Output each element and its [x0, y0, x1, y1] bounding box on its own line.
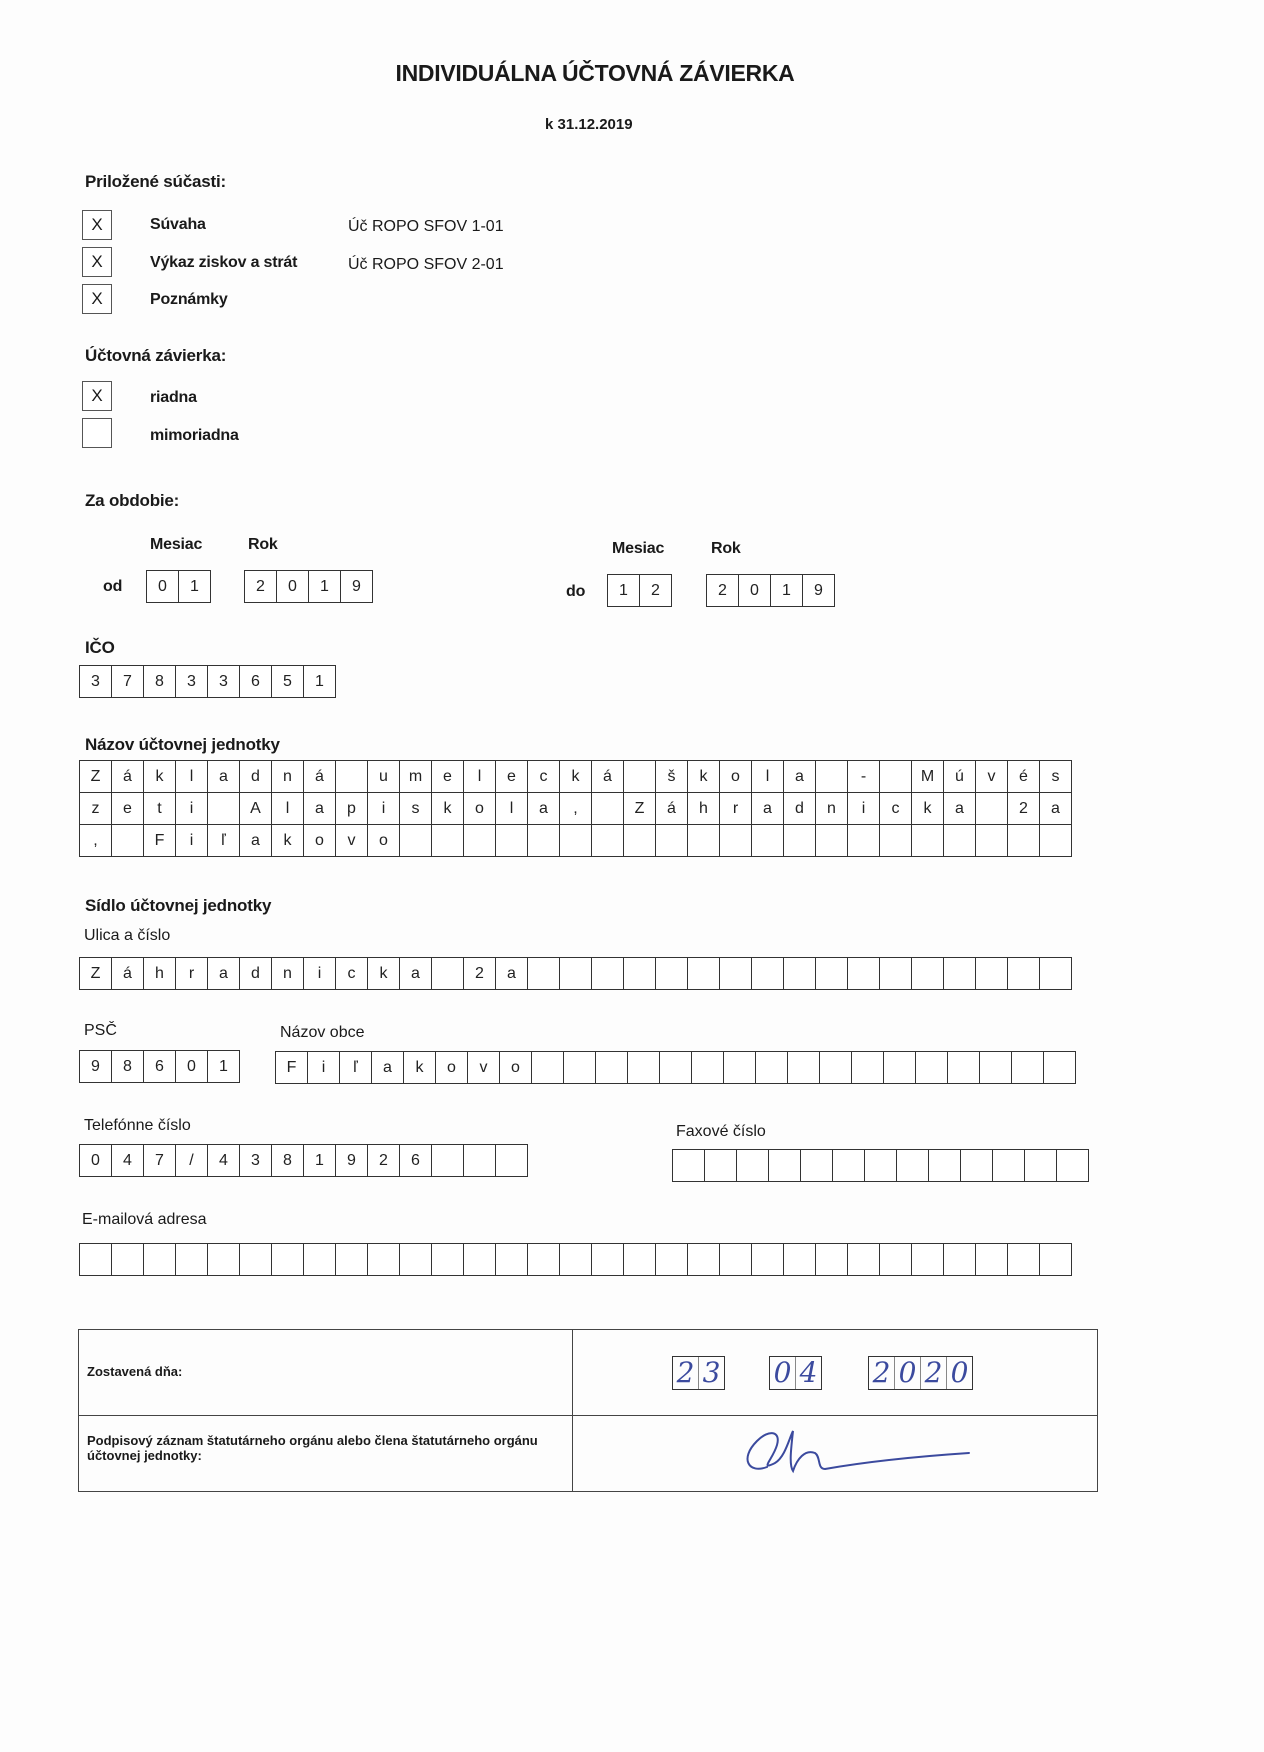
char-cell — [704, 1149, 737, 1182]
psc-label: PSČ — [84, 1022, 117, 1039]
char-cell — [879, 760, 912, 793]
checkbox-mimoriadna[interactable] — [82, 418, 112, 448]
label-vykaz: Výkaz ziskov a strát — [150, 254, 298, 271]
char-cell — [815, 1243, 848, 1276]
char-cell: a — [495, 957, 528, 990]
char-cell: 3 — [175, 665, 208, 698]
char-cell — [896, 1149, 929, 1182]
char-cell — [623, 1243, 656, 1276]
char-cell: 8 — [111, 1050, 144, 1083]
char-cell: 1 — [303, 1144, 336, 1177]
name-row — [79, 760, 1072, 793]
char-cell — [591, 792, 624, 825]
char-cell — [687, 1243, 720, 1276]
email-grid[interactable] — [79, 1243, 1072, 1276]
char-cell: k — [911, 792, 944, 825]
name-row — [79, 792, 1072, 825]
name-grid[interactable] — [79, 760, 1072, 857]
char-cell: á — [591, 760, 624, 793]
digit-cell: 2 — [244, 570, 277, 603]
char-cell: c — [335, 957, 368, 990]
char-cell: Z — [79, 760, 112, 793]
char-cell — [783, 824, 816, 857]
char-cell: , — [559, 792, 592, 825]
char-cell: 8 — [271, 1144, 304, 1177]
from-year-label: Rok — [248, 536, 278, 553]
char-cell: a — [399, 957, 432, 990]
char-cell — [719, 824, 752, 857]
char-cell — [832, 1149, 865, 1182]
char-cell: á — [111, 760, 144, 793]
char-cell — [623, 760, 656, 793]
char-cell: , — [79, 824, 112, 857]
ico-grid[interactable] — [79, 665, 336, 698]
char-cell: 7 — [111, 665, 144, 698]
char-cell: p — [335, 792, 368, 825]
char-cell: k — [687, 760, 720, 793]
char-cell: d — [783, 792, 816, 825]
digit-cell: 9 — [802, 574, 835, 607]
char-cell — [915, 1051, 948, 1084]
char-cell — [783, 1243, 816, 1276]
char-cell — [431, 1144, 464, 1177]
char-cell — [627, 1051, 660, 1084]
char-cell: o — [719, 760, 752, 793]
char-cell: z — [79, 792, 112, 825]
char-cell: 7 — [143, 1144, 176, 1177]
fax-grid[interactable] — [672, 1149, 1089, 1182]
digit-cell: 2 — [639, 574, 672, 607]
compiled-row — [79, 1330, 1097, 1416]
signature-row — [79, 1415, 1097, 1491]
char-cell — [751, 957, 784, 990]
char-cell — [591, 1243, 624, 1276]
char-cell — [1039, 1243, 1072, 1276]
char-cell: k — [431, 792, 464, 825]
char-cell — [559, 824, 592, 857]
from-year-grid[interactable] — [244, 570, 373, 603]
compiled-year-box[interactable] — [868, 1356, 973, 1390]
checkbox-riadna[interactable]: X — [82, 381, 112, 411]
char-cell: 0 — [175, 1050, 208, 1083]
char-cell: 4 — [111, 1144, 144, 1177]
char-cell — [847, 1243, 880, 1276]
char-cell: u — [367, 760, 400, 793]
document-title: INDIVIDUÁLNA ÚČTOVNÁ ZÁVIERKA — [395, 60, 795, 86]
char-cell — [1007, 1243, 1040, 1276]
char-cell: k — [367, 957, 400, 990]
char-cell — [691, 1051, 724, 1084]
char-cell — [527, 1243, 560, 1276]
char-cell — [815, 957, 848, 990]
char-cell — [819, 1051, 852, 1084]
char-cell — [623, 824, 656, 857]
char-cell — [975, 957, 1008, 990]
name-row — [79, 824, 1072, 857]
document-date: k 31.12.2019 — [545, 116, 633, 133]
char-cell: 1 — [303, 665, 336, 698]
char-cell: a — [371, 1051, 404, 1084]
label-riadna: riadna — [150, 389, 197, 406]
char-cell — [943, 957, 976, 990]
char-cell — [879, 957, 912, 990]
checkbox-vykaz[interactable]: X — [82, 247, 112, 277]
char-cell — [495, 824, 528, 857]
char-cell — [1011, 1051, 1044, 1084]
handwritten-digit: 0 — [773, 1356, 792, 1389]
char-cell — [495, 1243, 528, 1276]
char-cell: k — [403, 1051, 436, 1084]
char-cell — [943, 1243, 976, 1276]
char-cell — [1007, 957, 1040, 990]
digit-cell: 9 — [340, 570, 373, 603]
char-cell — [943, 824, 976, 857]
from-label: od — [103, 578, 123, 595]
char-cell: l — [175, 760, 208, 793]
name-label: Názov účtovnej jednotky — [85, 735, 280, 754]
char-cell — [960, 1149, 993, 1182]
char-cell — [79, 1243, 112, 1276]
psc-grid[interactable] — [79, 1050, 240, 1083]
char-cell: 0 — [79, 1144, 112, 1177]
char-cell — [1007, 824, 1040, 857]
char-cell: c — [527, 760, 560, 793]
char-cell: a — [207, 957, 240, 990]
code-suvaha: Úč ROPO SFOV 1-01 — [348, 218, 504, 235]
char-cell: d — [239, 957, 272, 990]
char-cell — [736, 1149, 769, 1182]
char-cell: a — [527, 792, 560, 825]
char-cell: e — [431, 760, 464, 793]
signature-label-cell — [79, 1415, 573, 1491]
handwritten-digit: 2 — [920, 1357, 946, 1389]
checkbox-suvaha[interactable]: X — [82, 210, 112, 240]
char-cell — [975, 792, 1008, 825]
char-cell — [979, 1051, 1012, 1084]
char-cell — [947, 1051, 980, 1084]
char-cell: F — [143, 824, 176, 857]
char-cell: 3 — [207, 665, 240, 698]
digit-cell: 1 — [607, 574, 640, 607]
char-cell — [463, 824, 496, 857]
char-cell — [911, 1243, 944, 1276]
char-cell — [687, 824, 720, 857]
char-cell — [800, 1149, 833, 1182]
char-cell: i — [175, 792, 208, 825]
char-cell: - — [847, 760, 880, 793]
char-cell — [591, 824, 624, 857]
char-cell — [883, 1051, 916, 1084]
from-month-label: Mesiac — [150, 536, 203, 553]
char-cell: a — [1039, 792, 1072, 825]
char-cell — [783, 957, 816, 990]
char-cell: c — [879, 792, 912, 825]
street-label: Ulica a číslo — [84, 927, 171, 944]
char-cell: Z — [623, 792, 656, 825]
char-cell — [431, 824, 464, 857]
char-cell — [847, 957, 880, 990]
handwritten-digit: 0 — [894, 1357, 920, 1389]
char-cell: d — [239, 760, 272, 793]
char-cell — [335, 760, 368, 793]
char-cell: l — [463, 760, 496, 793]
char-cell: 9 — [335, 1144, 368, 1177]
char-cell — [1024, 1149, 1057, 1182]
char-cell — [992, 1149, 1025, 1182]
char-cell — [655, 1243, 688, 1276]
char-cell — [559, 1243, 592, 1276]
char-cell — [623, 957, 656, 990]
char-cell: v — [975, 760, 1008, 793]
phone-grid[interactable] — [79, 1144, 528, 1177]
char-cell — [1039, 957, 1072, 990]
char-cell — [1043, 1051, 1076, 1084]
street-grid[interactable] — [79, 957, 1072, 990]
digit-cell: 1 — [178, 570, 211, 603]
char-cell — [399, 1243, 432, 1276]
char-cell: ľ — [207, 824, 240, 857]
char-cell: ú — [943, 760, 976, 793]
char-cell — [1056, 1149, 1089, 1182]
char-cell: 8 — [143, 665, 176, 698]
char-cell — [768, 1149, 801, 1182]
char-cell: 4 — [207, 1144, 240, 1177]
to-month-grid[interactable] — [607, 574, 672, 607]
char-cell — [659, 1051, 692, 1084]
to-month-label: Mesiac — [612, 540, 665, 557]
digit-cell: 1 — [770, 574, 803, 607]
char-cell: Z — [79, 957, 112, 990]
char-cell — [719, 957, 752, 990]
char-cell — [815, 824, 848, 857]
seat-label: Sídlo účtovnej jednotky — [85, 896, 272, 915]
char-cell: i — [847, 792, 880, 825]
label-mimoriadna: mimoriadna — [150, 427, 239, 444]
char-cell: 6 — [239, 665, 272, 698]
char-cell: l — [271, 792, 304, 825]
char-cell — [1039, 824, 1072, 857]
email-label: E-mailová adresa — [82, 1211, 207, 1228]
char-cell — [335, 1243, 368, 1276]
signature-table — [78, 1329, 1098, 1492]
char-cell — [595, 1051, 628, 1084]
char-cell — [928, 1149, 961, 1182]
char-cell: e — [111, 792, 144, 825]
char-cell: s — [399, 792, 432, 825]
signature-label: Podpisový záznam štatutárneho orgánu alebo člena štatutárneho orgánu účtovnej jednotky: — [87, 1433, 538, 1463]
digit-cell: 0 — [146, 570, 179, 603]
char-cell: a — [783, 760, 816, 793]
char-cell: n — [271, 760, 304, 793]
handwritten-digit: 2 — [676, 1356, 695, 1389]
fax-label: Faxové číslo — [676, 1123, 766, 1140]
char-cell: s — [1039, 760, 1072, 793]
char-cell: h — [143, 957, 176, 990]
compiled-day-box[interactable] — [672, 1356, 725, 1390]
compiled-label-cell — [79, 1330, 573, 1415]
char-cell: 1 — [207, 1050, 240, 1083]
char-cell: n — [815, 792, 848, 825]
digit-cell: 2 — [706, 574, 739, 607]
char-cell: o — [367, 824, 400, 857]
char-cell: i — [175, 824, 208, 857]
char-cell: 2 — [1007, 792, 1040, 825]
char-cell: / — [175, 1144, 208, 1177]
char-cell: á — [655, 792, 688, 825]
char-cell — [563, 1051, 596, 1084]
char-cell — [847, 824, 880, 857]
char-cell: 5 — [271, 665, 304, 698]
char-cell: 9 — [79, 1050, 112, 1083]
char-cell: r — [175, 957, 208, 990]
period-heading: Za obdobie: — [85, 491, 180, 510]
char-cell: á — [303, 760, 336, 793]
closing-type-heading: Účtovná závierka: — [85, 346, 227, 365]
char-cell: v — [467, 1051, 500, 1084]
char-cell: k — [559, 760, 592, 793]
char-cell — [527, 957, 560, 990]
handwritten-digit: 3 — [698, 1357, 724, 1389]
char-cell: 6 — [143, 1050, 176, 1083]
char-cell: o — [435, 1051, 468, 1084]
char-cell: o — [499, 1051, 532, 1084]
char-cell: k — [143, 760, 176, 793]
char-cell — [655, 957, 688, 990]
char-cell: i — [367, 792, 400, 825]
char-cell: v — [335, 824, 368, 857]
char-cell: l — [751, 760, 784, 793]
char-cell — [975, 1243, 1008, 1276]
char-cell — [751, 1243, 784, 1276]
char-cell: 3 — [79, 665, 112, 698]
checkbox-poznamky[interactable]: X — [82, 284, 112, 314]
char-cell — [879, 1243, 912, 1276]
char-cell — [527, 824, 560, 857]
char-cell — [495, 1144, 528, 1177]
char-cell: 2 — [463, 957, 496, 990]
char-cell — [239, 1243, 272, 1276]
char-cell — [719, 1243, 752, 1276]
char-cell: á — [111, 957, 144, 990]
char-cell — [463, 1243, 496, 1276]
char-cell: a — [303, 792, 336, 825]
char-cell: š — [655, 760, 688, 793]
from-month-grid[interactable] — [146, 570, 211, 603]
phone-label: Telefónne číslo — [84, 1117, 191, 1134]
char-cell: o — [303, 824, 336, 857]
char-cell — [367, 1243, 400, 1276]
char-cell: r — [719, 792, 752, 825]
char-cell — [879, 824, 912, 857]
handwritten-digit: 4 — [795, 1357, 821, 1389]
char-cell: A — [239, 792, 272, 825]
label-suvaha: Súvaha — [150, 216, 206, 233]
char-cell — [207, 1243, 240, 1276]
char-cell: M — [911, 760, 944, 793]
char-cell: é — [1007, 760, 1040, 793]
to-year-label: Rok — [711, 540, 741, 557]
char-cell: m — [399, 760, 432, 793]
char-cell: a — [207, 760, 240, 793]
town-grid[interactable] — [275, 1051, 1076, 1084]
char-cell — [672, 1149, 705, 1182]
char-cell — [851, 1051, 884, 1084]
char-cell: n — [271, 957, 304, 990]
char-cell — [975, 824, 1008, 857]
char-cell: 6 — [399, 1144, 432, 1177]
char-cell — [787, 1051, 820, 1084]
char-cell — [864, 1149, 897, 1182]
char-cell — [143, 1243, 176, 1276]
char-cell: k — [271, 824, 304, 857]
char-cell: ľ — [339, 1051, 372, 1084]
digit-cell: 0 — [276, 570, 309, 603]
char-cell: 2 — [367, 1144, 400, 1177]
handwritten-digit: 0 — [946, 1357, 972, 1389]
char-cell — [591, 957, 624, 990]
char-cell — [655, 824, 688, 857]
char-cell — [207, 792, 240, 825]
char-cell — [911, 824, 944, 857]
char-cell — [463, 1144, 496, 1177]
char-cell: a — [751, 792, 784, 825]
char-cell: l — [495, 792, 528, 825]
char-cell — [815, 760, 848, 793]
to-year-grid[interactable] — [706, 574, 835, 607]
town-label: Názov obce — [280, 1024, 365, 1041]
char-cell — [175, 1243, 208, 1276]
char-cell — [911, 957, 944, 990]
char-cell — [559, 957, 592, 990]
char-cell: a — [239, 824, 272, 857]
compiled-label: Zostavená dňa: — [87, 1364, 183, 1379]
char-cell: a — [943, 792, 976, 825]
ico-label: IČO — [85, 638, 115, 657]
char-cell — [111, 824, 144, 857]
char-cell: o — [463, 792, 496, 825]
char-cell: 3 — [239, 1144, 272, 1177]
char-cell — [723, 1051, 756, 1084]
char-cell — [751, 824, 784, 857]
char-cell: e — [495, 760, 528, 793]
label-poznamky: Poznámky — [150, 291, 228, 308]
char-cell — [271, 1243, 304, 1276]
char-cell: i — [303, 957, 336, 990]
char-cell: F — [275, 1051, 308, 1084]
digit-cell: 0 — [738, 574, 771, 607]
char-cell — [687, 957, 720, 990]
char-cell — [755, 1051, 788, 1084]
to-label: do — [566, 583, 586, 600]
char-cell: h — [687, 792, 720, 825]
char-cell — [399, 824, 432, 857]
char-cell: t — [143, 792, 176, 825]
compiled-month-box[interactable] — [769, 1356, 822, 1390]
char-cell — [111, 1243, 144, 1276]
digit-cell: 1 — [308, 570, 341, 603]
char-cell — [303, 1243, 336, 1276]
char-cell — [431, 957, 464, 990]
char-cell: i — [307, 1051, 340, 1084]
handwritten-signature — [729, 1419, 989, 1487]
char-cell — [431, 1243, 464, 1276]
handwritten-digit: 2 — [872, 1356, 891, 1389]
code-vykaz: Úč ROPO SFOV 2-01 — [348, 256, 504, 273]
char-cell — [531, 1051, 564, 1084]
attachments-heading: Priložené súčasti: — [85, 172, 226, 191]
